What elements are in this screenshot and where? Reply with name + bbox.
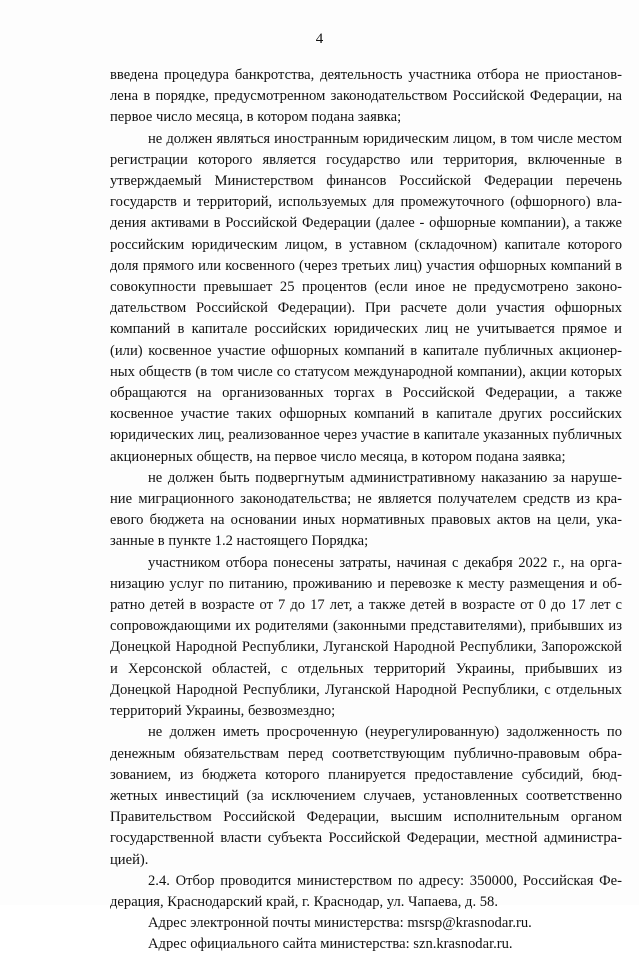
- paragraph-costs-incurred: участником отбора понесены затраты, начиная с декабря 2022 г., на организацию услуг по питанию, проживанию и перевозке к месту размещения и обратно детей в возрасте от 7 до 17 лет, а также детей в возрасте от 0 до 17 лет с сопровождающими их родителями (законными представителями), прибывших из Донецкой Народной Республики, Луганской Народной Республики, Запорожской и Херсонской областей, с отдельных территорий Украины, прибывших из Донецкой Народной Республики, Луганской Народной Республики, с отдельных территорий Украины, безвозмездно;: [110, 554, 622, 720]
- paragraph-no-overdue-debt: не должен иметь просроченную (неурегулированную) задолженность по денежным обязательствам перед соответствующим публично-правовым образованием, из бюджета которого планируется предоставление субсидий, бюджетных инвестиций (за исключением случаев, установленных соответственно Правительством Российской Федерации, высшим исполнительным органом государственной власти субъекта Российской Федерации, местной администрацией).: [110, 724, 622, 868]
- paragraph-ministry-website: Адрес официального сайта министерства: szn.krasnodar.ru.: [148, 936, 513, 953]
- paragraph-bankruptcy-continuation: введена процедура банкротства, деятельность участника отбора не приостановлена в порядке, предусмотренном законодательством Российской Федерации, на первое число месяца, в котором подана заявка;: [110, 67, 622, 126]
- document-body: [110, 65, 622, 956]
- paragraph-ministry-email: Адрес электронной почты министерства: msrsp@krasnodar.ru.: [148, 915, 532, 932]
- paragraph-offshore-requirement: не должен являться иностранным юридическим лицом, в том числе местом регистрации которого является государство или территория, включенные в утверждаемый Министерством финансов Российской Федерации перечень государств и территорий, используемых для промежуточного (офшорного) владения активами в Российской Федерации (далее - офшорные компании), а также российским юридическим лицом, в уставном (складочном) капитале которого доля прямого или косвенного (через третьих лиц) участия офшорных компаний в совокупности превышает 25 процентов (если иное не предусмотрено законодательством Российской Федерации). При расчете доли участия офшорных компаний в капитале российских юридических лиц не учитывается прямое и (или) косвенное участие офшорных компаний в капитале публичных акционерных обществ (в том числе со статусом международной компании), акции которых обращаются на организованных торгах в Российской Федерации, а также косвенное участие таких офшорных компаний в капитале других российских юридических лиц, реализованное через участие в капитале указанных публичных акционерных обществ, на первое число месяца, в котором подана заявка;: [110, 130, 622, 465]
- paragraph-selection-address: 2.4. Отбор проводится министерством по адресу: 350000, Российская Федерация, Краснодарский край, г. Краснодар, ул. Чапаева, д. 58.: [110, 872, 622, 910]
- page-number: 4: [315, 31, 324, 47]
- paragraph-migration-requirement: не должен быть подвергнутым административному наказанию за нарушение миграционного законодательства; не является получателем средств из краевого бюджета на основании иных нормативных правовых актов на цели, указанные в пункте 1.2 настоящего Порядка;: [110, 469, 622, 550]
